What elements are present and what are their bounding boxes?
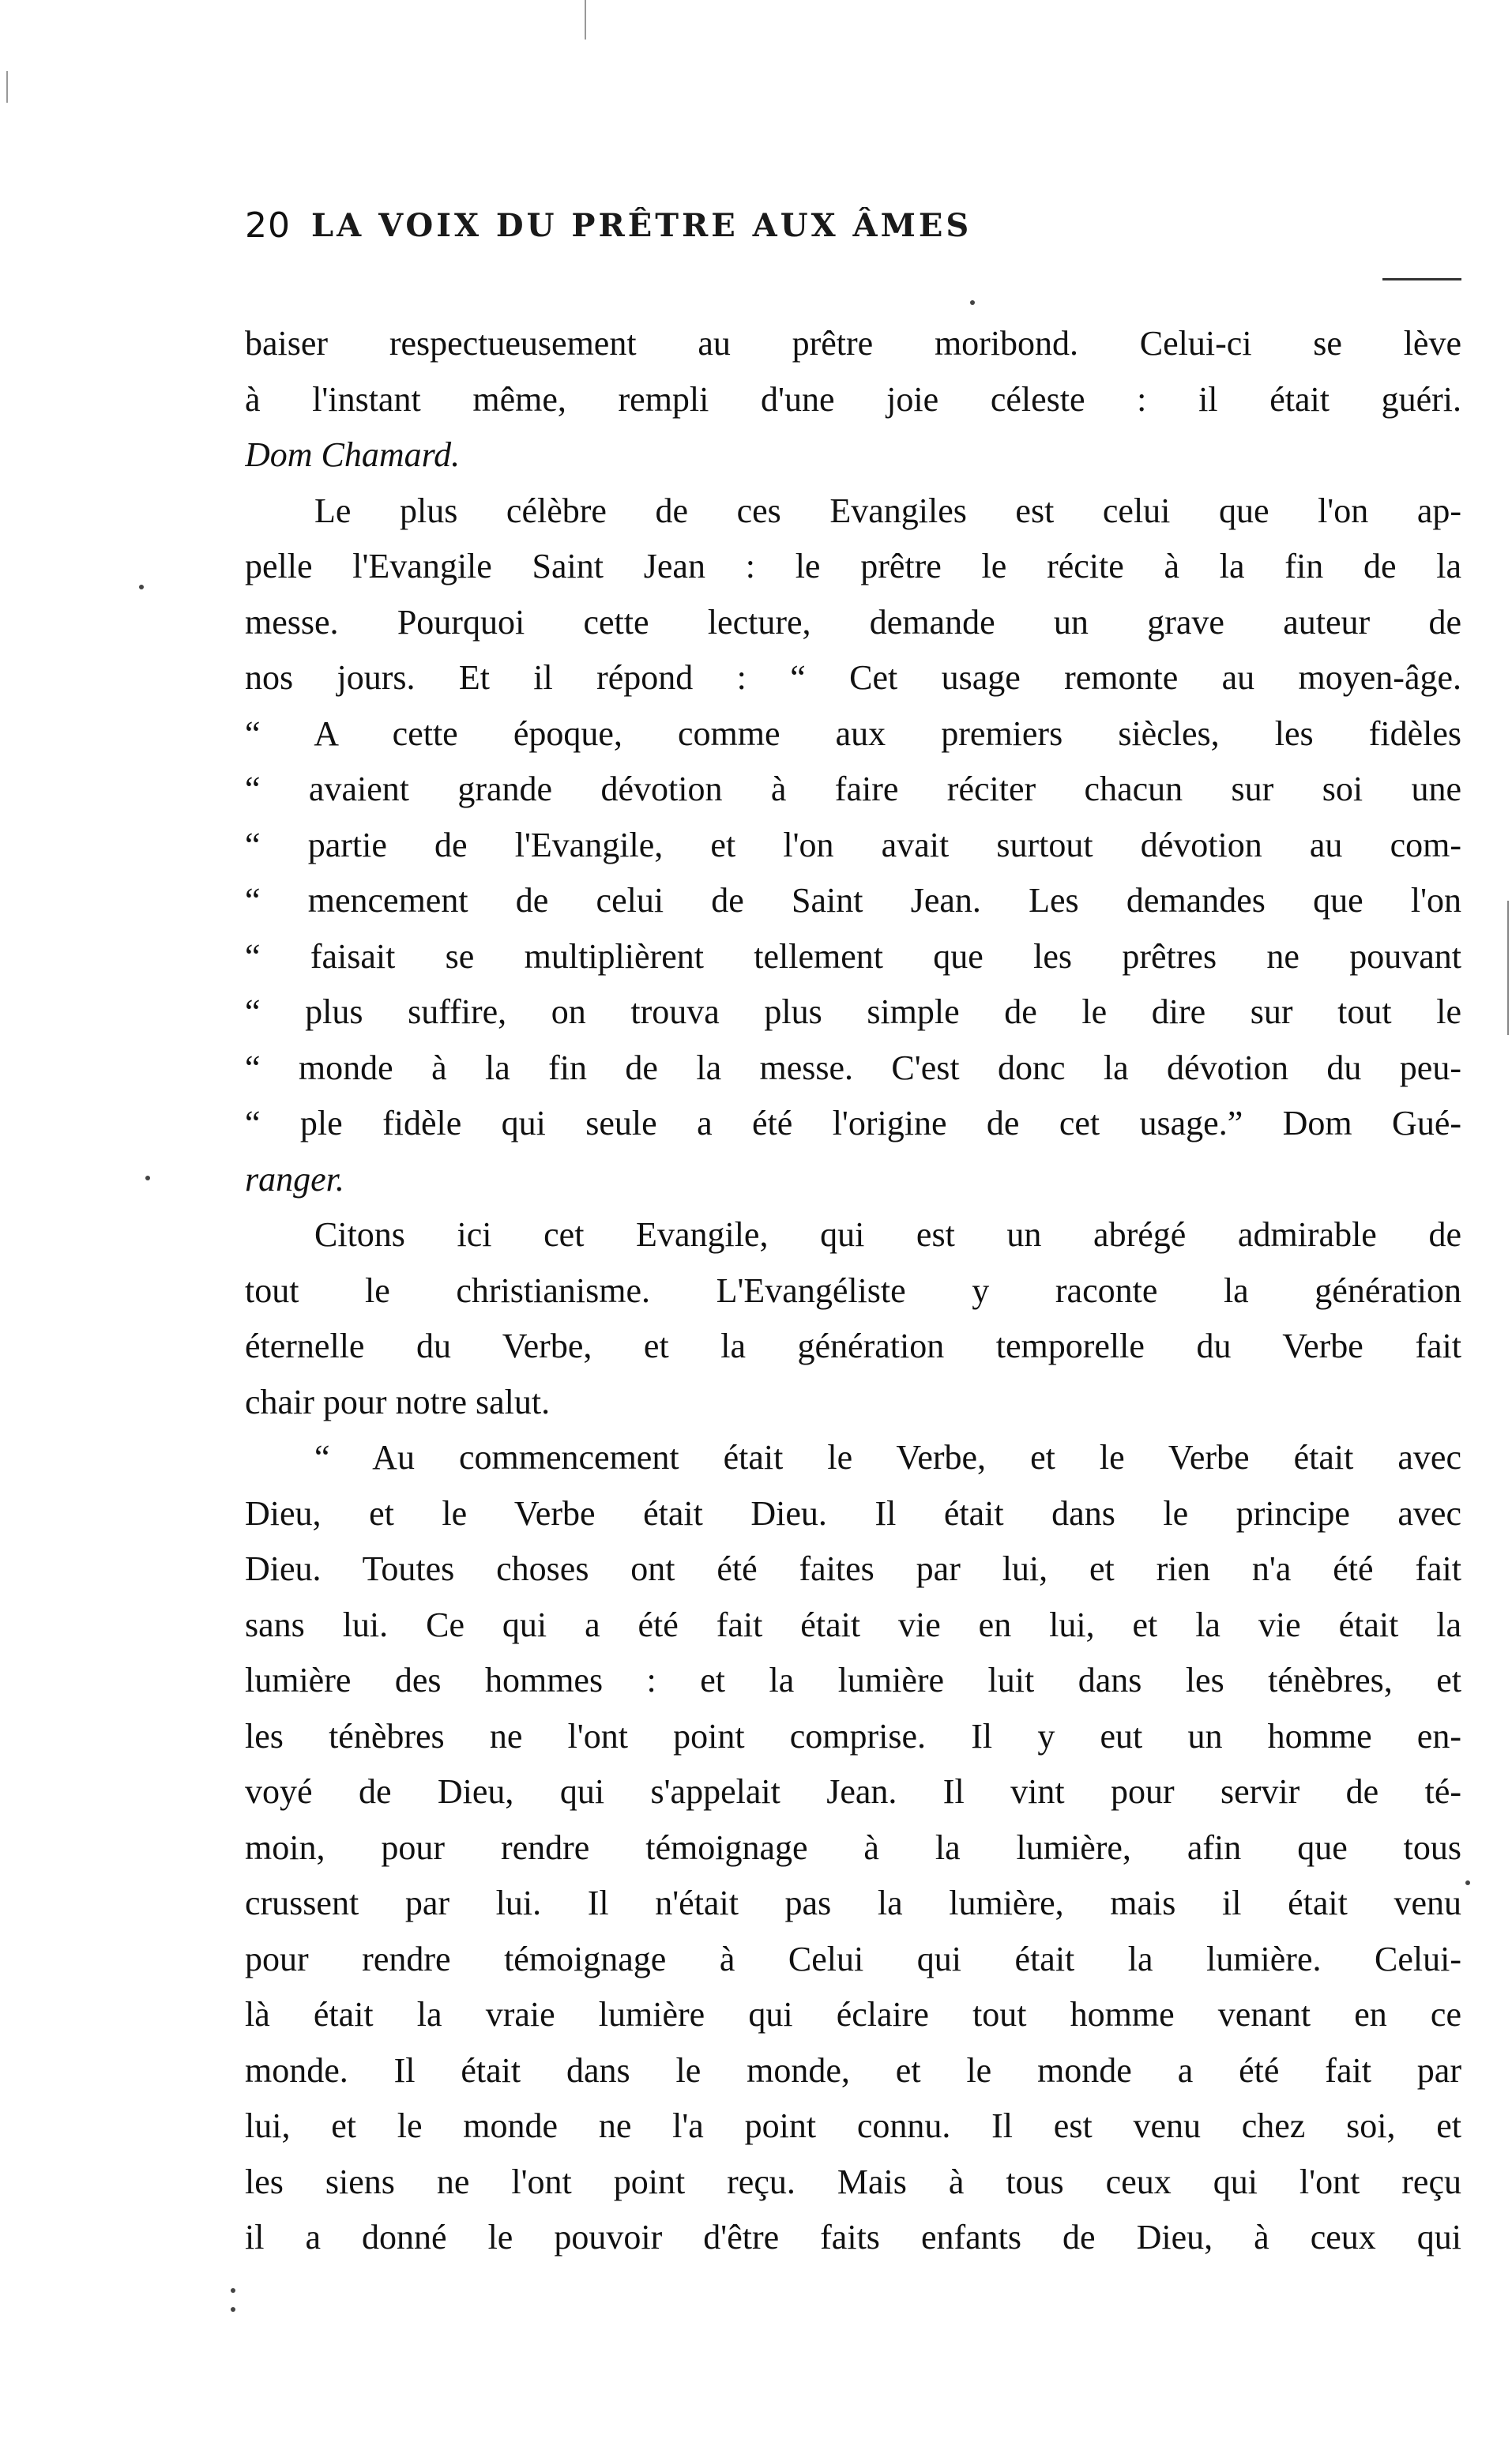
ink-speck bbox=[231, 2307, 235, 2312]
scan-mark bbox=[585, 0, 586, 40]
text-line: Dom Chamard. bbox=[245, 435, 461, 474]
text-line: sans lui. Ce qui a été fait était vie en lui, et la vie était la bbox=[245, 1605, 1461, 1644]
text-line: Dieu, et le Verbe était Dieu. Il était dans le principe avec bbox=[245, 1493, 1461, 1533]
text-line: pour rendre témoignage à Celui qui était la lumière. Celui- bbox=[245, 1939, 1461, 1978]
ink-speck bbox=[970, 300, 975, 305]
ink-speck bbox=[145, 1176, 150, 1180]
text-line: moin, pour rendre témoignage à la lumière, afin que tous bbox=[245, 1828, 1461, 1867]
scan-edge bbox=[1507, 901, 1509, 1035]
text-line: monde. Il était dans le monde, et le monde a été fait par bbox=[245, 2050, 1461, 2090]
ink-speck bbox=[1465, 1880, 1470, 1885]
text-line: pelle l'Evangile Saint Jean : le prêtre le récite à la fin de la bbox=[245, 547, 1461, 585]
text-line: “ plus suffire, on trouva plus simple de le dire sur tout le bbox=[245, 992, 1461, 1031]
text-line: lui, et le monde ne l'a point connu. Il est venu chez soi, et bbox=[245, 2106, 1461, 2145]
text-line: éternelle du Verbe, et la génération temporelle du Verbe fait bbox=[245, 1327, 1461, 1365]
text-line: crussent par lui. Il n'était pas la lumière, mais il était venu bbox=[245, 1884, 1461, 1922]
text-line: voyé de Dieu, qui s'appelait Jean. Il vint pour servir de té- bbox=[245, 1772, 1461, 1811]
text-line: baiser respectueusement au prêtre moribond. Celui-ci se lève bbox=[245, 324, 1461, 363]
text-line: lumière des hommes : et la lumière luit dans les ténèbres, et bbox=[245, 1661, 1461, 1700]
text-line: tout le christianisme. L'Evangéliste y raconte la génération bbox=[245, 1270, 1461, 1310]
text-line: “ Au commencement était le Verbe, et le Verbe était avec bbox=[314, 1438, 1461, 1477]
header-rule bbox=[1382, 278, 1461, 280]
page-header bbox=[245, 198, 1461, 253]
text-line: “ faisait se multiplièrent tellement que les prêtres ne pouvant bbox=[245, 936, 1461, 976]
running-title: LA VOIX DU PRÊTRE AUX ÂMES bbox=[311, 206, 972, 244]
text-line: Le plus célèbre de ces Evangiles est celui que l'on ap- bbox=[314, 491, 1461, 530]
body-text bbox=[245, 316, 1461, 2266]
text-line: “ monde à la fin de la messe. C'est donc la dévotion du peu- bbox=[245, 1048, 1461, 1087]
text-line: “ avaient grande dévotion à faire réciter chacun sur soi une bbox=[245, 770, 1461, 808]
ink-speck bbox=[231, 2288, 235, 2293]
text-line: “ ple fidèle qui seule a été l'origine de cet usage.” Dom Gué- bbox=[245, 1104, 1461, 1142]
ink-speck bbox=[139, 585, 144, 589]
text-line: “ partie de l'Evangile, et l'on avait surtout dévotion au com- bbox=[245, 825, 1461, 864]
text-line: ranger. bbox=[245, 1159, 344, 1199]
text-line: chair pour notre salut. bbox=[245, 1382, 551, 1421]
text-line: Dieu. Toutes choses ont été faites par lui, et rien n'a été fait bbox=[245, 1549, 1461, 1588]
text-line: les siens ne l'ont point reçu. Mais à tous ceux qui l'ont reçu bbox=[245, 2162, 1461, 2201]
text-line: Citons ici cet Evangile, qui est un abrégé admirable de bbox=[314, 1215, 1461, 1254]
page-number: 20 bbox=[245, 205, 291, 246]
text-line: il a donné le pouvoir d'être faits enfants de Dieu, à ceux qui bbox=[245, 2218, 1461, 2257]
text-line: là était la vraie lumière qui éclaire tout homme venant en ce bbox=[245, 1995, 1461, 2034]
text-line: nos jours. Et il répond : “ Cet usage remonte au moyen-âge. bbox=[245, 658, 1461, 697]
text-line: “ A cette époque, comme aux premiers siècles, les fidèles bbox=[245, 713, 1461, 753]
text-line: les ténèbres ne l'ont point comprise. Il y eut un homme en- bbox=[245, 1716, 1461, 1756]
text-line: messe. Pourquoi cette lecture, demande un grave auteur de bbox=[245, 602, 1461, 642]
text-line: à l'instant même, rempli d'une joie céleste : il était guéri. bbox=[245, 379, 1461, 419]
scan-mark bbox=[6, 71, 8, 103]
text-line: “ mencement de celui de Saint Jean. Les demandes que l'on bbox=[245, 881, 1461, 920]
